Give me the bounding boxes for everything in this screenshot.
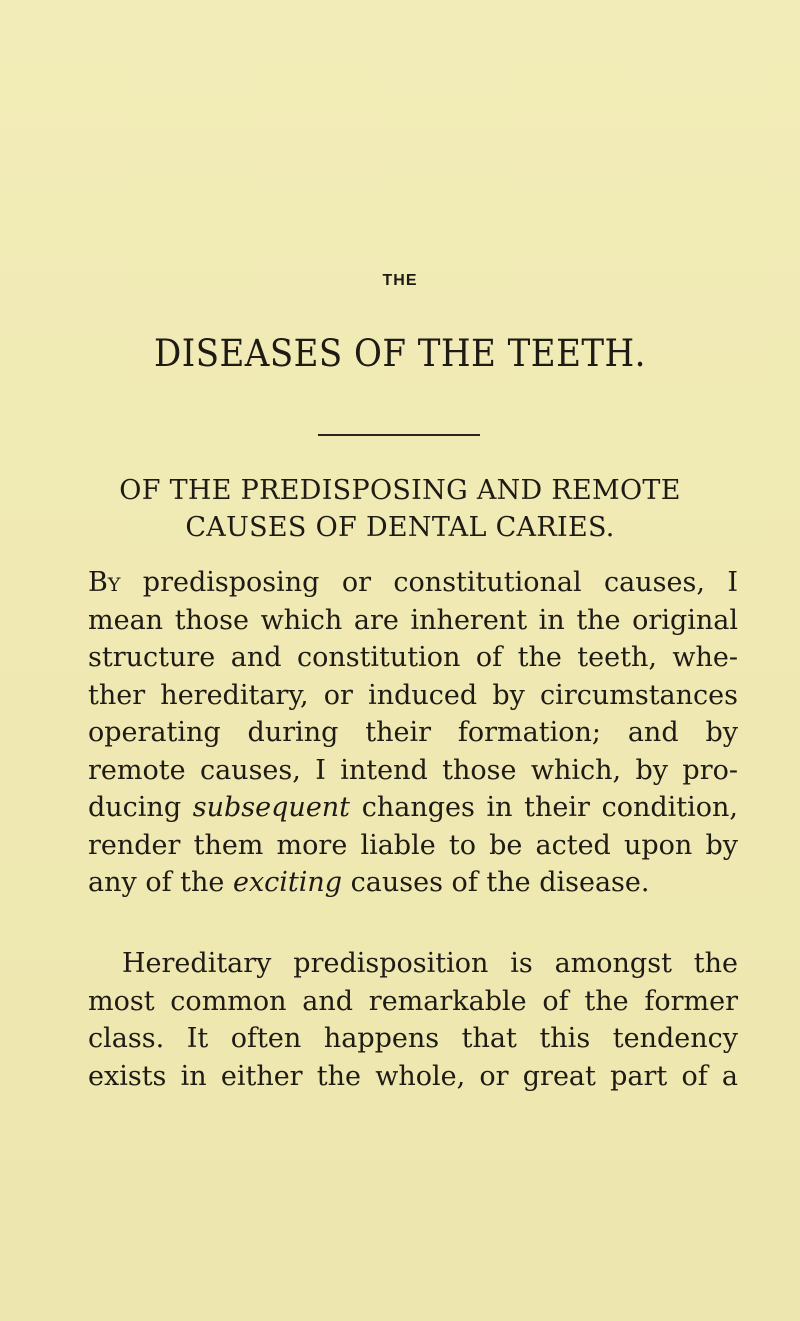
paragraph-2-line: Hereditary predisposition is amongst the — [122, 948, 738, 979]
emphasis-subsequent: subsequent — [192, 792, 351, 823]
section-title-line-1: OF THE PREDISPOSING AND REMOTE — [119, 475, 681, 506]
paragraph-2-line: class. It often happens that this tendency — [88, 1023, 738, 1054]
paragraph-1-line: ther hereditary, or induced by circumstances — [88, 679, 738, 711]
section-title-line-2: CAUSES OF DENTAL CARIES. — [185, 512, 615, 543]
paragraph-1-line: remote causes, I intend those which, by pro- — [88, 754, 738, 786]
emphasis-exciting: exciting — [232, 867, 343, 898]
paragraph-1 — [88, 564, 738, 902]
paragraph-1-line: By predisposing or constitutional causes, I — [88, 567, 738, 598]
paragraph-2-line: most common and remarkable of the former — [88, 985, 738, 1017]
paragraph-1-line: structure and constitution of the teeth, whe- — [88, 642, 738, 673]
running-head: THE — [382, 272, 418, 289]
paragraph-1-line: operating during their formation; and by — [88, 717, 738, 748]
paragraph-1-line: any of the exciting causes of the disease. — [88, 867, 650, 898]
paragraph-2-line: exists in either the whole, or great part of a — [88, 1060, 738, 1092]
paragraph-1-line: mean those which are inherent in the original — [88, 604, 738, 636]
paragraph-2 — [88, 945, 738, 1095]
paragraph-1-line: render them more liable to be acted upon by — [88, 829, 738, 861]
title-divider — [318, 434, 480, 436]
page-title: DISEASES OF THE TEETH. — [154, 332, 646, 375]
lead-word: By — [88, 567, 121, 598]
paragraph-1-line: ducing subsequent changes in their condition, — [88, 792, 738, 823]
section-title — [0, 472, 800, 546]
